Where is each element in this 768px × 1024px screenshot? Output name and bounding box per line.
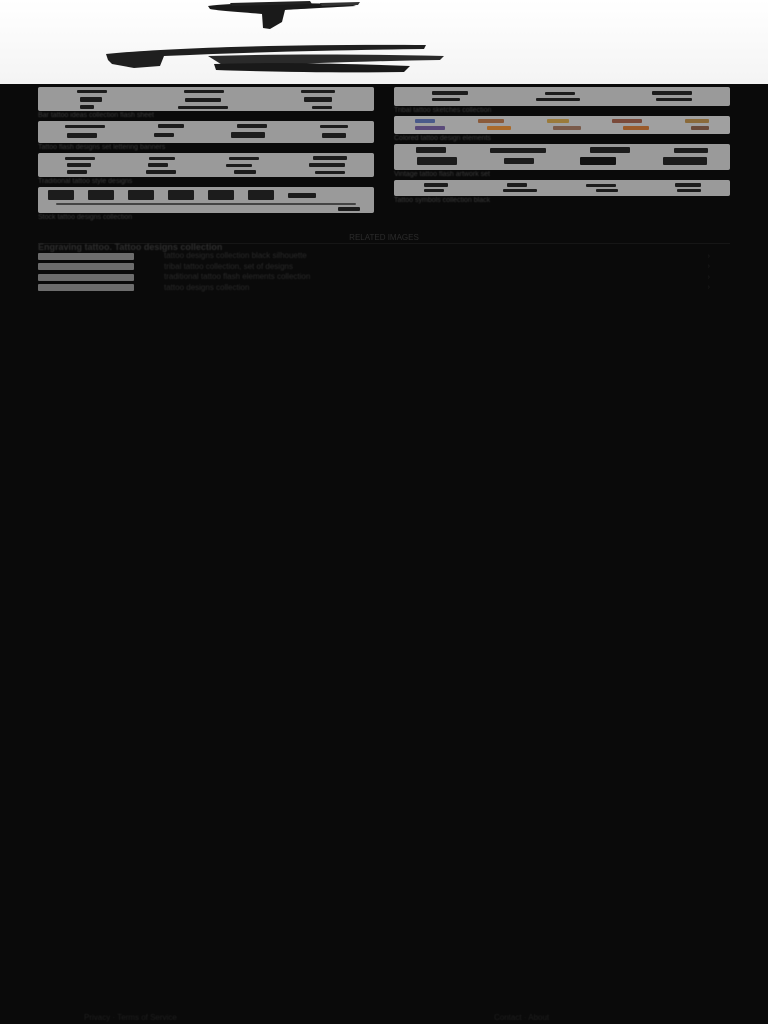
header-banner xyxy=(0,0,768,84)
footer-links-right[interactable]: Contact · About xyxy=(494,1013,550,1022)
image-card[interactable] xyxy=(394,180,730,206)
grid-column-left xyxy=(38,87,374,223)
image-card[interactable] xyxy=(394,116,730,144)
list-item-link[interactable]: tattoo designs collection black silhouette xyxy=(164,251,307,260)
brush-logo-icon[interactable] xyxy=(200,0,380,32)
image-thumbnail[interactable] xyxy=(38,153,374,177)
list-item-thumbnail[interactable] xyxy=(38,274,134,281)
list-item-link[interactable]: traditional tattoo flash elements collection xyxy=(164,272,311,281)
related-list xyxy=(38,251,730,293)
image-caption[interactable]: Traditional tattoo style designs xyxy=(38,178,133,185)
list-item[interactable] xyxy=(38,283,730,293)
image-card[interactable] xyxy=(394,144,730,180)
image-caption[interactable]: Tattoo flash designs set lettering banners xyxy=(38,144,166,151)
image-thumbnail[interactable] xyxy=(38,121,374,143)
list-item-thumbnail[interactable] xyxy=(38,284,134,291)
chevron-right-icon[interactable]: › xyxy=(707,273,710,281)
list-item[interactable] xyxy=(38,251,730,261)
image-card[interactable] xyxy=(38,121,374,153)
section-title: Engraving tattoo. Tattoo designs collection xyxy=(38,242,223,252)
image-card[interactable] xyxy=(38,87,374,121)
image-card[interactable] xyxy=(394,87,730,116)
image-thumbnail[interactable] xyxy=(394,116,730,134)
image-card[interactable] xyxy=(38,187,374,223)
image-thumbnail[interactable] xyxy=(38,87,374,111)
related-heading: RELATED IMAGES xyxy=(38,233,730,244)
list-item-thumbnail[interactable] xyxy=(38,263,134,270)
chevron-right-icon[interactable]: › xyxy=(707,284,710,291)
image-card[interactable] xyxy=(38,153,374,187)
image-caption[interactable]: Tribal tattoo sketches collection xyxy=(394,107,492,114)
list-item-link[interactable]: tattoo designs collection xyxy=(164,282,250,292)
brush-title-icon xyxy=(104,42,449,74)
image-thumbnail[interactable] xyxy=(394,144,730,170)
image-caption[interactable]: Tattoo symbols collection black xyxy=(394,197,491,204)
list-item-thumbnail[interactable] xyxy=(38,253,134,260)
grid-column-right xyxy=(394,87,730,206)
footer xyxy=(0,1012,768,1024)
image-caption[interactable]: Colored tattoo design elements xyxy=(394,135,491,142)
footer-links-left[interactable]: Privacy · Terms of Service xyxy=(84,1013,177,1022)
image-caption[interactable]: Vintage tattoo flash artwork set xyxy=(394,171,490,178)
image-thumbnail[interactable] xyxy=(394,87,730,106)
image-caption[interactable]: Stock tattoo designs collection xyxy=(38,214,133,221)
list-item[interactable] xyxy=(38,262,730,272)
list-item[interactable] xyxy=(38,272,730,282)
list-item-link[interactable]: tribal tattoo collection, set of designs xyxy=(164,261,293,271)
image-caption[interactable]: Bar tattoo ideas collection flash sheet xyxy=(38,112,154,119)
chevron-right-icon[interactable]: › xyxy=(707,263,710,270)
chevron-right-icon[interactable]: › xyxy=(707,252,710,260)
image-thumbnail[interactable] xyxy=(394,180,730,196)
image-thumbnail[interactable] xyxy=(38,187,374,213)
